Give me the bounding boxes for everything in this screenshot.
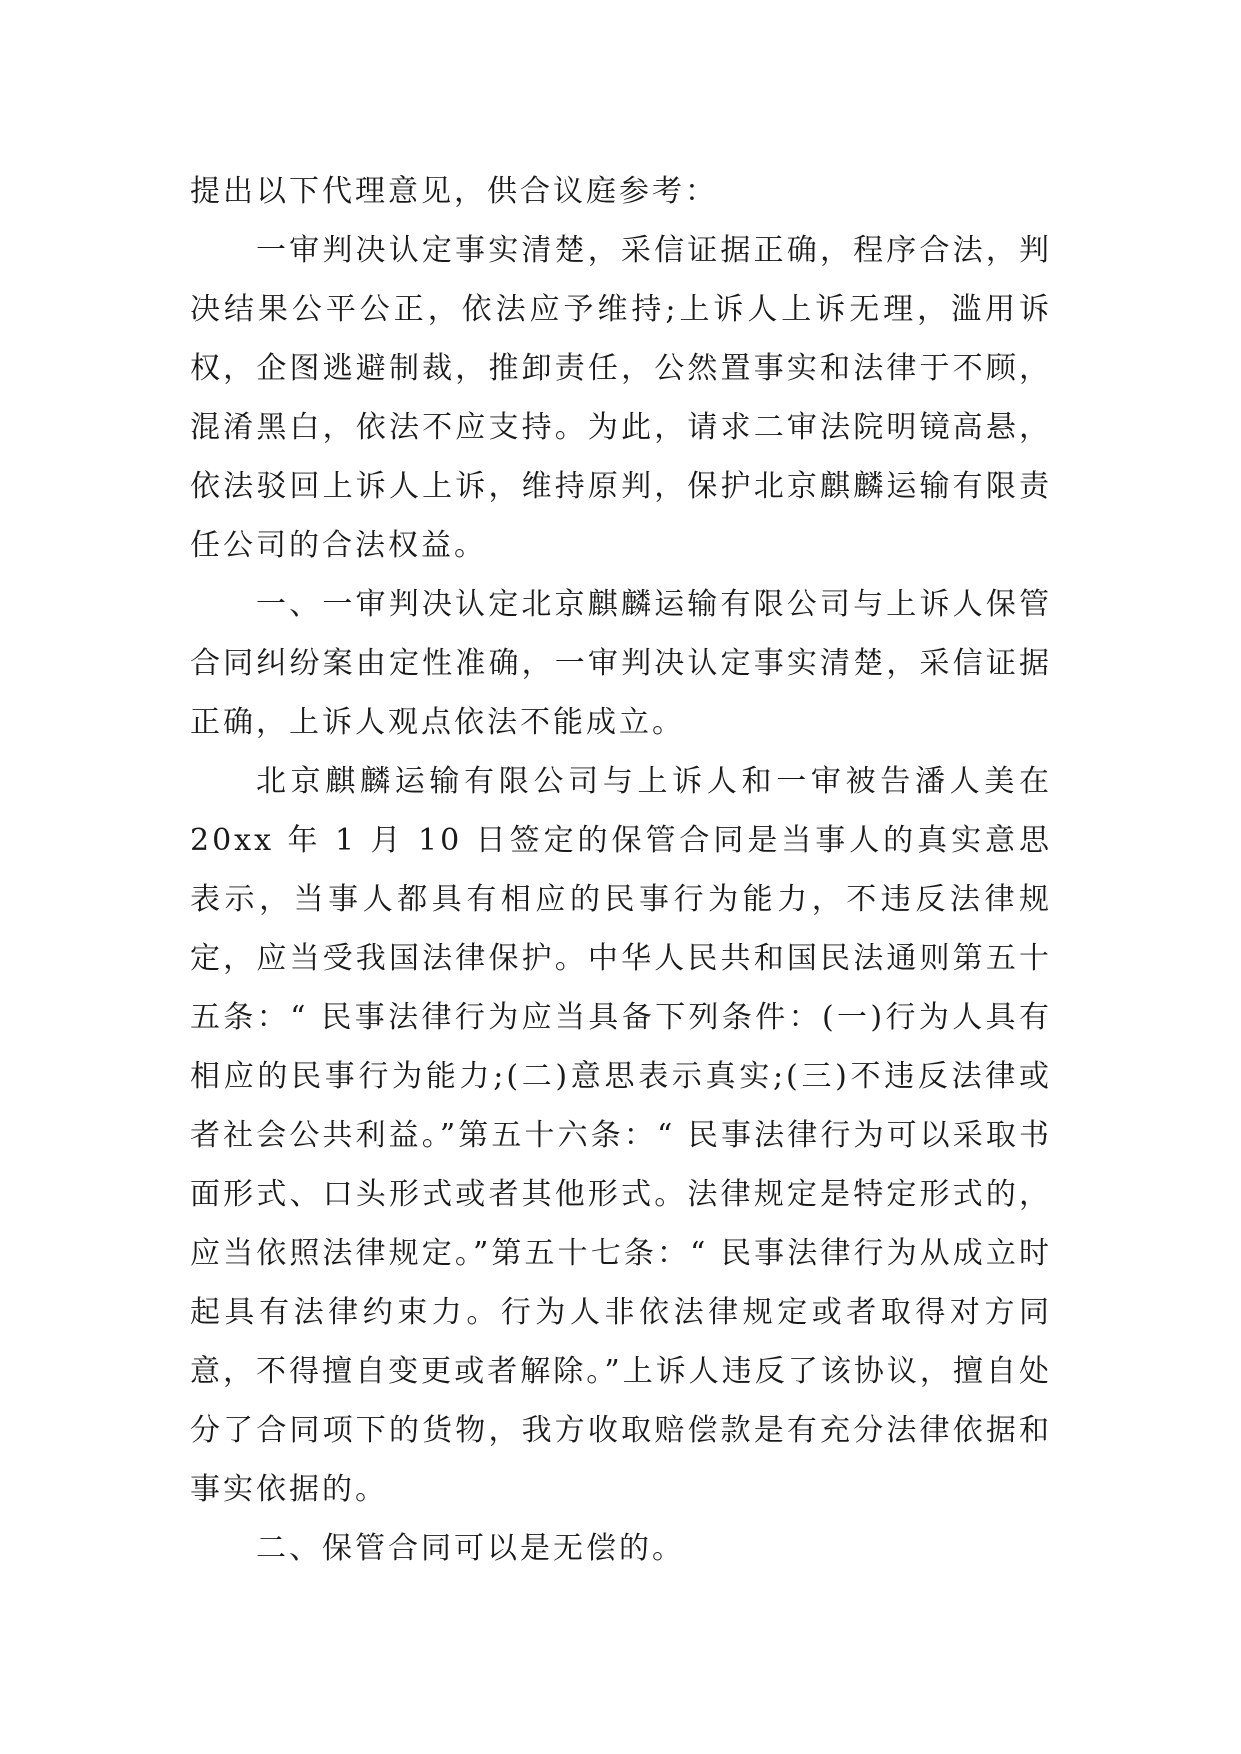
- paragraph-point-one: 一、一审判决认定北京麒麟运输有限公司与上诉人保管合同纠纷案由定性准确，一审判决认定事实清楚，采信证据正确，上诉人观点依法不能成立。: [190, 587, 1052, 740]
- paragraph-intro: 提出以下代理意见，供合议庭参考：: [190, 174, 718, 209]
- paragraph-summary: 一审判决认定事实清楚，采信证据正确，程序合法，判决结果公平公正，依法应予维持;上诉人上诉无理，滥用诉权，企图逃避制裁，推卸责任，公然置事实和法律于不顾，混淆黑白，依法不应支持。为此，请求二审法院明镜高悬，依法驳回上诉人上诉，维持原判，保护北京麒麟运输有限责任公司的合法权益。: [190, 233, 1052, 563]
- paragraph-contract-analysis: 北京麒麟运输有限公司与上诉人和一审被告潘人美在20xx 年 1 月 10 日签定的保管合同是当事人的真实意思表示，当事人都具有相应的民事行为能力，不违反法律规定，应当受我国法律保护。中华人民共和国民法通则第五十五条：“ 民事法律行为应当具备下列条件：(一)行为人具有相应的民事行为能力;(二)意思表示真实;(三)不违反法律或者社会公共利益。”第五十六条：“ 民事法律行为可以采取书面形式、口头形式或者其他形式。法律规定是特定形式的，应当依照法律规定。”第五十七条：“ 民事法律行为从成立时起具有法律约束力。行为人非依法律规定或者取得对方同意，不得擅自变更或者解除。”上诉人违反了该协议，擅自处分了合同项下的货物，我方收取赔偿款是有充分法律依据和事实依据的。: [190, 764, 1052, 1507]
- document-body: [190, 162, 1052, 1578]
- paragraph-point-two: 二、保管合同可以是无偿的。: [256, 1531, 685, 1566]
